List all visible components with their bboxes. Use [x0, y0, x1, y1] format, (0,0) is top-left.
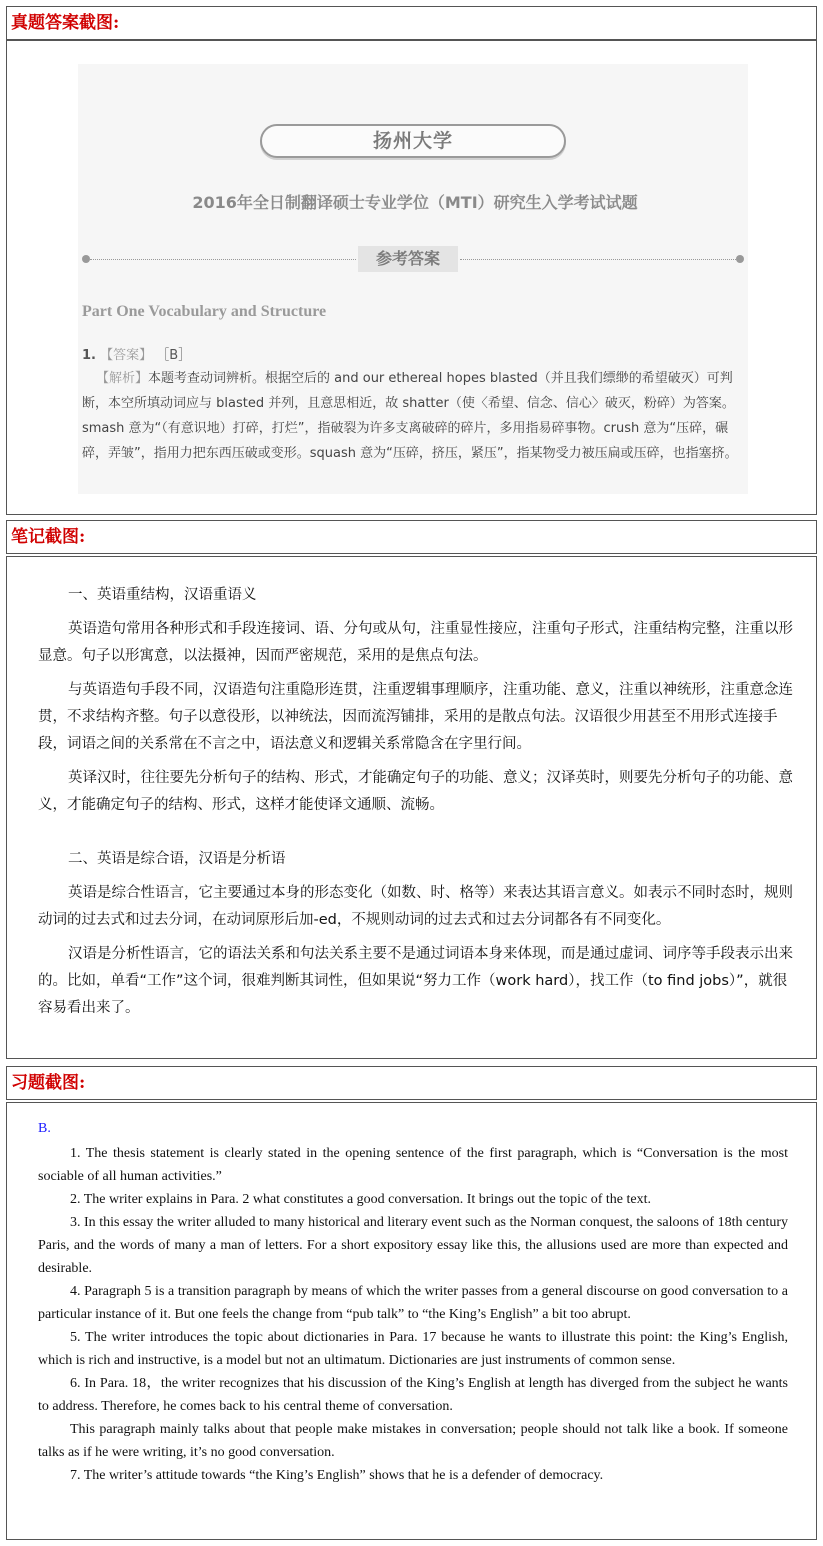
notes-paragraph: 英语造句常用各种形式和手段连接词、语、分句或从句，注重显性接应，注重句子形式，注重结构完整，注重以形显意。句子以形寓意，以法摄神，因而严密规范，采用的是焦点句法。	[38, 621, 793, 664]
question-answer-line	[82, 344, 191, 363]
answer-tag: 【答案】	[100, 348, 153, 363]
answer-section-header: 真题答案截图:	[6, 6, 817, 40]
exercise-item: This paragraph mainly talks about that people make mistakes in conversation; people should not talk like a book. If someone talks as if he were writing, it’s no good conversation.	[38, 1422, 788, 1460]
divider-right	[460, 259, 736, 260]
reference-answer-label: 参考答案	[358, 246, 458, 272]
exercise-item: 7. The writer’s attitude towards “the King’s English” shows that he is a defender of democracy.	[70, 1468, 604, 1483]
part-heading: Part One Vocabulary and Structure	[82, 303, 327, 320]
divider-dot-left	[82, 255, 90, 263]
exercise-label: B.	[38, 1121, 51, 1136]
exercise-item: 3. In this essay the writer alluded to many historical and literary event such as the Norman conquest, the saloons of 18th century Paris, and the words of many a man of letters. For a short expository essay like this, the allusions used are more than expected and desirable.	[38, 1215, 788, 1276]
notes-paragraph: 英译汉时，往往要先分析句子的结构、形式，才能确定句子的功能、意义；汉译英时，则要先分析句子的功能、意义，才能确定句子的结构、形式，这样才能使译文通顺、流畅。	[38, 770, 793, 813]
divider-dot-right	[736, 255, 744, 263]
question-number: 1.	[82, 348, 96, 363]
answer-value: ［B］	[156, 348, 192, 363]
notes-heading-2: 二、英语是综合语，汉语是分析语	[68, 851, 286, 867]
notes-paragraph: 与英语造句手段不同，汉语造句注重隐形连贯，注重逻辑事理顺序，注重功能、意义，注重以神统形，注重意念连贯，不求结构齐整。句子以意役形，以神统法，因而流泻铺排，采用的是散点句法。汉语很少用甚至不用形式连接手段，词语之间的关系常在不言之中，语法意义和逻辑关系常隐含在字里行间。	[38, 682, 793, 752]
explanation-paragraph	[82, 366, 746, 466]
exercise-section-header: 习题截图:	[6, 1066, 817, 1100]
divider-left	[90, 259, 356, 260]
explanation-text: 本题考查动词辨析。根据空后的 and our ethereal hopes blasted（并且我们缥缈的希望破灭）可判断，本空所填动词应与 blasted 并列，且意思相近，故 shatter（使〈希望、信念、信心〉破灭，粉碎）为答案。smash 意为“（有意识地）打碎，打烂”，指破裂为许多支离破碎的碎片，多用指易碎事物。crush 意为“压碎，碾碎，弄皱”，指用力把东西压破或变形。squash 意为“压碎，挤压，紧压”，指某物受力被压扁或压碎，也指塞挤。	[82, 371, 738, 461]
notes-paragraph: 英语是综合性语言，它主要通过本身的形态变化（如数、时、格等）来表达其语言意义。如表示不同时态时，规则动词的过去式和过去分词，在动词原形后加-ed，不规则动词的过去式和过去分词都各有不同变化。	[38, 885, 793, 928]
exercise-item: 4. Paragraph 5 is a transition paragraph by means of which the writer passes from a general discourse on good conversation to a particular instance of it. But one feels the change from “pub talk” to “the King’s English” a bit too abrupt.	[38, 1284, 788, 1322]
exercise-item: 1. The thesis statement is clearly stated in the opening sentence of the first paragraph, which is “Conversation is the most sociable of all human activities.”	[38, 1146, 788, 1184]
exercise-body	[38, 1142, 788, 1487]
explanation-tag: 【解析】	[96, 371, 149, 386]
exercise-item: 6. In Para. 18，the writer recognizes that his discussion of the King’s English at length has diverged from the subject he wants to address. Therefore, he comes back to his central theme of conversation.	[38, 1376, 788, 1414]
notes-body	[38, 582, 800, 1029]
notes-section-header: 笔记截图:	[6, 520, 817, 554]
university-name: 扬州大学	[372, 130, 453, 152]
exercise-item: 2. The writer explains in Para. 2 what constitutes a good conversation. It brings out the topic of the text.	[70, 1192, 651, 1207]
notes-paragraph: 汉语是分析性语言，它的语法关系和句法关系主要不是通过词语本身来体现，而是通过虚词、词序等手段表示出来的。比如，单看“工作”这个词，很难判断其词性，但如果说“努力工作（work hard），找工作（to find jobs）”，就很容易看出来了。	[38, 946, 793, 1016]
notes-heading-1: 一、英语重结构，汉语重语义	[68, 587, 257, 603]
exam-title: 2016年全日制翻译硕士专业学位（MTI）研究生入学考试试题	[192, 193, 638, 212]
exercise-item: 5. The writer introduces the topic about dictionaries in Para. 17 because he wants to illustrate this point: the King’s English, which is rich and instructive, is a model but not an ultimatum. Dictionaries are just instruments of common sense.	[38, 1330, 788, 1368]
